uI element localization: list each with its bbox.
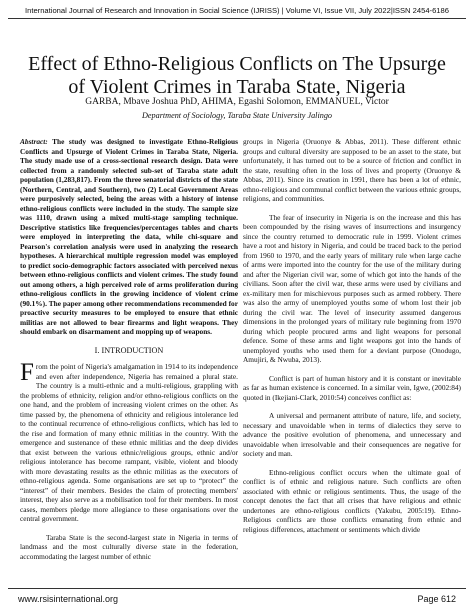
section-heading-introduction: I. INTRODUCTION	[94, 345, 164, 355]
footer-website: www.rsisinternational.org	[18, 594, 119, 604]
abstract-text: The study was designed to investigate Ethno-Religious Conflicts and Upsurge of Violent Crimes in Taraba State, Nigeria. The study made use of a cross-sectional research design. Data were collected from a randomly selected sub-set of Taraba state adult population (1,283,817). From the three senatorial districts of the state (Northern, Central, and Southern), two (2) Local Government Areas were purposively selected, being the areas with a history of intense ethno-religious conflicts were included in the study. The sample size was 1110, drawn using a mixed multi-stage sampling technique. Descriptive statistics like frequencies/percentages tables and charts were employed in interpreting the data, while chi-square and Pearson's correlation analysis were used in analyzing the research hypotheses. A hierarchical multiple regression model was employed to predict socio-demographic factors associated with perceived nexus between ethno-religious conflicts and violent crimes. The study found out among others, a high perceived role of arms proliferation during ethno-religious conflicts in the growing incidence of violent crime (90.1%). The paper among other recommendations recommended for proactive security measures to be employed to ensure that ethnic militias are not allowed to bear firearms and light weapons. They should embark on disarmament and mopping up of weapons.	[20, 137, 238, 336]
journal-header: International Journal of Research and Innovation in Social Science (IJRISS) | Volume VI, Issue VII, July 2022|ISSN 2454-6186	[25, 6, 449, 15]
intro-paragraph-1-text: rom the point of Nigeria's amalgamation in 1914 to its independence and even after independence, Nigeria has remained a plural state. The country is a multi-ethnic and a multi-religious, grappling with the problems of ethnicity, religion and/or ethno-religious conflicts on the one hand, and the problem of increasing violent crimes on the other. As time passed by, the phenomena of ethnicity and religious intolerance led to the continual recurrence of ethno-religious conflicts, which has led to the rise and formation of many ethnic militias in the country. With the emergence and sustenance of these ethnic militias and the deep divides that exist between the various ethnic/religious groups, ethnic and/or religious intolerance has become rampant, visible, violent and bloody with more devastating results as the ethnic militias as the executors of ethno-religious agenda. Some organisations are set up to “protect” the “interest” of their members. Besides the claim of protecting members' interest, they also serve as a mobilisation tool for their members. In most cases, members pledge more allegiance to these organisations over the central government.	[20, 362, 238, 523]
body-paragraph-ethno-religious: Ethno-religious conflict occurs when the ultimate goal of conflict is of ethnic and religious nature. Such conflicts are often associated with ethnic or religious sentiments. Thus, the usage of the concept denotes the fact that all crises that have religious and ethnic undertones are ethno-religious conflicts (Yakubu, 2005:19). Ethno-Religious conflicts are those conflicts emanating from ethnic and religious differences, attachment or sentiments which divide	[243, 467, 461, 534]
author-affiliation: Department of Sociology, Taraba State University Jalingo	[141, 111, 333, 120]
footer-page-number: Page 612	[417, 594, 456, 604]
intro-paragraph-1	[20, 359, 238, 524]
drop-cap: F	[20, 359, 34, 386]
body-paragraph-conflict: Conflict is part of human history and it is constant or inevitable as far as human existence is concerned. In a similar vein, Igwe, (2002:84) quoted in (Ikejiani-Clark, 2010:54) conceives conflict as:	[243, 373, 461, 402]
body-paragraph-insecurity: The fear of insecurity in Nigeria is on the increase and this has been compounded by the rising waves of insurrections and insurgency since the country returned to democratic rule in 1999. Violent crimes have a root and history in Nigeria, and could be traced back to the period from 1960 to 1970, and the early years of military rule when large cache of arms were imported into the country for the use of the military during and after the Nigerian civil war, some of which got into the hands of the civilians. Soon after the civil war, these arms were used by civilians and ex-military men for mischievous purposes such as armed robbery. There was also the army of unemployed youths some of whom lost their job during the civil war. The level of insecurity assumed dangerous dimensions in the prolonged years of military rule beginning from 1970 during which people procured arms and light weapons for personal defence. Some of these arms and light weapons got into the hands of unemployed youths who used them for a deviant purpose (Onodugo, Amujiri, & Nwuba, 2013).	[243, 212, 461, 364]
abstract	[20, 137, 238, 337]
footer-divider	[8, 588, 466, 589]
paper-title: Effect of Ethno-Religious Conflicts on The Upsurge of Violent Crimes in Taraba State, Nigeria	[28, 53, 446, 99]
right-column	[243, 137, 461, 534]
header-divider	[8, 18, 466, 19]
left-column	[20, 137, 238, 561]
author-list: GARBA, Mbave Joshua PhD, AHIMA, Egashi Solomon, EMMANUEL, Victor	[85, 97, 389, 107]
intro-paragraph-2: Taraba State is the second-largest state in Nigeria in terms of landmass and the most culturally diverse state in the federation, accommodating the largest number of ethnic	[20, 532, 238, 561]
body-paragraph-continued: groups in Nigeria (Oruonye & Abbas, 2011). These different ethnic groups and cultural diversity are supposed to be an asset to the state, but unfortunately, it has turned out to be a source of friction and conflict in the state, resulting often in the loss of lives and property (Oruonye & Abbas, 2011). Since its creation in 1991, there has been a lot of ethnic, ethno-religious and communal conflict between the various ethnic groups, religions, and communities.	[243, 137, 462, 203]
conflict-definition-quote: A universal and permanent attribute of nature, life, and society, necessary and unavoidable when in terms of dialectics they serve to advance the positive evolution of phenomena, and unnecessary and unavoidable when irresolvable and their consequences are negative for society and man.	[243, 411, 461, 458]
abstract-label: Abstract:	[20, 137, 48, 146]
